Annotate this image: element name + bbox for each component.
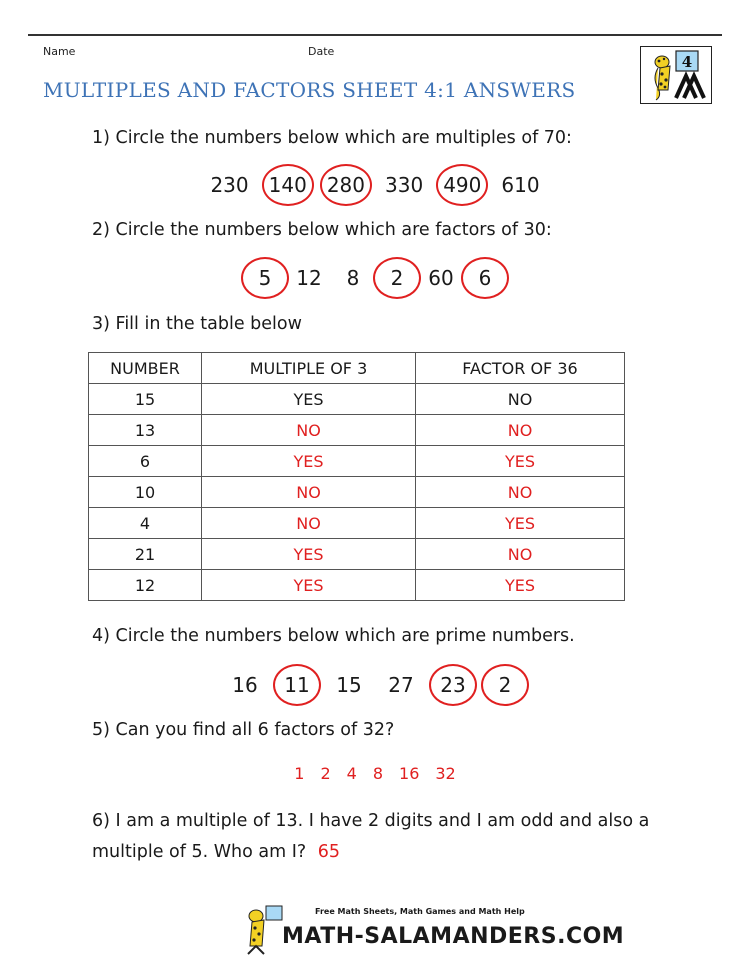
q1-prompt: 1) Circle the numbers below which are multiples of 70: xyxy=(92,128,572,148)
cell-factor: NO xyxy=(416,539,625,570)
table-row xyxy=(89,570,625,601)
number: 12 xyxy=(296,266,322,290)
table-row xyxy=(89,477,625,508)
factor-answer: 2 xyxy=(320,764,331,783)
q4-numbers xyxy=(0,668,750,702)
circled-number: 2 xyxy=(380,261,414,295)
number: 8 xyxy=(346,266,360,290)
number: 330 xyxy=(385,173,424,197)
circled-number: 490 xyxy=(443,168,481,202)
cell-factor: YES xyxy=(416,570,625,601)
factor-answer: 16 xyxy=(399,764,420,783)
cell-number: 13 xyxy=(89,415,202,446)
date-label: Date xyxy=(308,45,335,58)
table-row xyxy=(89,508,625,539)
q6-answer: 65 xyxy=(317,842,341,862)
number: 230 xyxy=(210,173,249,197)
table-row xyxy=(89,384,625,415)
page-title: MULTIPLES AND FACTORS SHEET 4:1 ANSWERS xyxy=(43,78,576,102)
cell-factor: NO xyxy=(416,384,625,415)
header-multiple: MULTIPLE OF 3 xyxy=(202,353,416,384)
cell-factor: NO xyxy=(416,477,625,508)
q5-prompt: 5) Can you find all 6 factors of 32? xyxy=(92,720,395,740)
number: 60 xyxy=(428,266,454,290)
q3-prompt: 3) Fill in the table below xyxy=(92,314,302,334)
circled-number: 5 xyxy=(248,261,282,295)
cell-factor: YES xyxy=(416,508,625,539)
q6-block xyxy=(92,806,692,868)
cell-multiple: YES xyxy=(202,570,416,601)
table-header-row xyxy=(89,353,625,384)
cell-number: 4 xyxy=(89,508,202,539)
q3-table xyxy=(88,352,625,601)
number: 15 xyxy=(336,673,362,697)
cell-number: 15 xyxy=(89,384,202,415)
circled-number: 140 xyxy=(269,168,307,202)
cell-number: 6 xyxy=(89,446,202,477)
table-row xyxy=(89,539,625,570)
cell-multiple: YES xyxy=(202,446,416,477)
number: 16 xyxy=(232,673,258,697)
circled-number: 23 xyxy=(436,668,470,702)
header-factor: FACTOR OF 36 xyxy=(416,353,625,384)
logo-badge: 4 xyxy=(681,53,693,71)
table-row xyxy=(89,446,625,477)
q2-prompt: 2) Circle the numbers below which are factors of 30: xyxy=(92,220,552,240)
cell-number: 12 xyxy=(89,570,202,601)
circled-number: 2 xyxy=(488,668,522,702)
q5-answers xyxy=(0,764,750,783)
number: 610 xyxy=(501,173,540,197)
cell-multiple: NO xyxy=(202,508,416,539)
footer-site-link[interactable]: MATH-SALAMANDERS.COM xyxy=(282,924,625,949)
q6-prompt: 6) I am a multiple of 13. I have 2 digits and I am odd and also a multiple of 5. Who am I? xyxy=(92,811,650,862)
number: 27 xyxy=(388,673,414,697)
cell-number: 10 xyxy=(89,477,202,508)
circled-number: 280 xyxy=(327,168,365,202)
header-number: NUMBER xyxy=(89,353,202,384)
factor-answer: 8 xyxy=(372,764,384,783)
salamander-logo xyxy=(640,46,712,104)
q2-numbers xyxy=(0,261,750,295)
factor-answer: 32 xyxy=(435,764,456,783)
footer-tagline: Free Math Sheets, Math Games and Math Help xyxy=(315,907,525,916)
cell-number: 21 xyxy=(89,539,202,570)
cell-multiple: NO xyxy=(202,477,416,508)
cell-multiple: NO xyxy=(202,415,416,446)
q4-prompt: 4) Circle the numbers below which are prime numbers. xyxy=(92,626,575,646)
name-label: Name xyxy=(43,45,76,58)
circled-number: 6 xyxy=(468,261,502,295)
cell-multiple: YES xyxy=(202,384,416,415)
factor-answer: 4 xyxy=(346,764,357,783)
circled-number: 11 xyxy=(280,668,314,702)
factor-answer: 1 xyxy=(294,764,305,783)
top-rule xyxy=(28,34,722,36)
q1-numbers xyxy=(0,168,750,202)
cell-factor: YES xyxy=(416,446,625,477)
cell-multiple: YES xyxy=(202,539,416,570)
cell-factor: NO xyxy=(416,415,625,446)
table-row xyxy=(89,415,625,446)
